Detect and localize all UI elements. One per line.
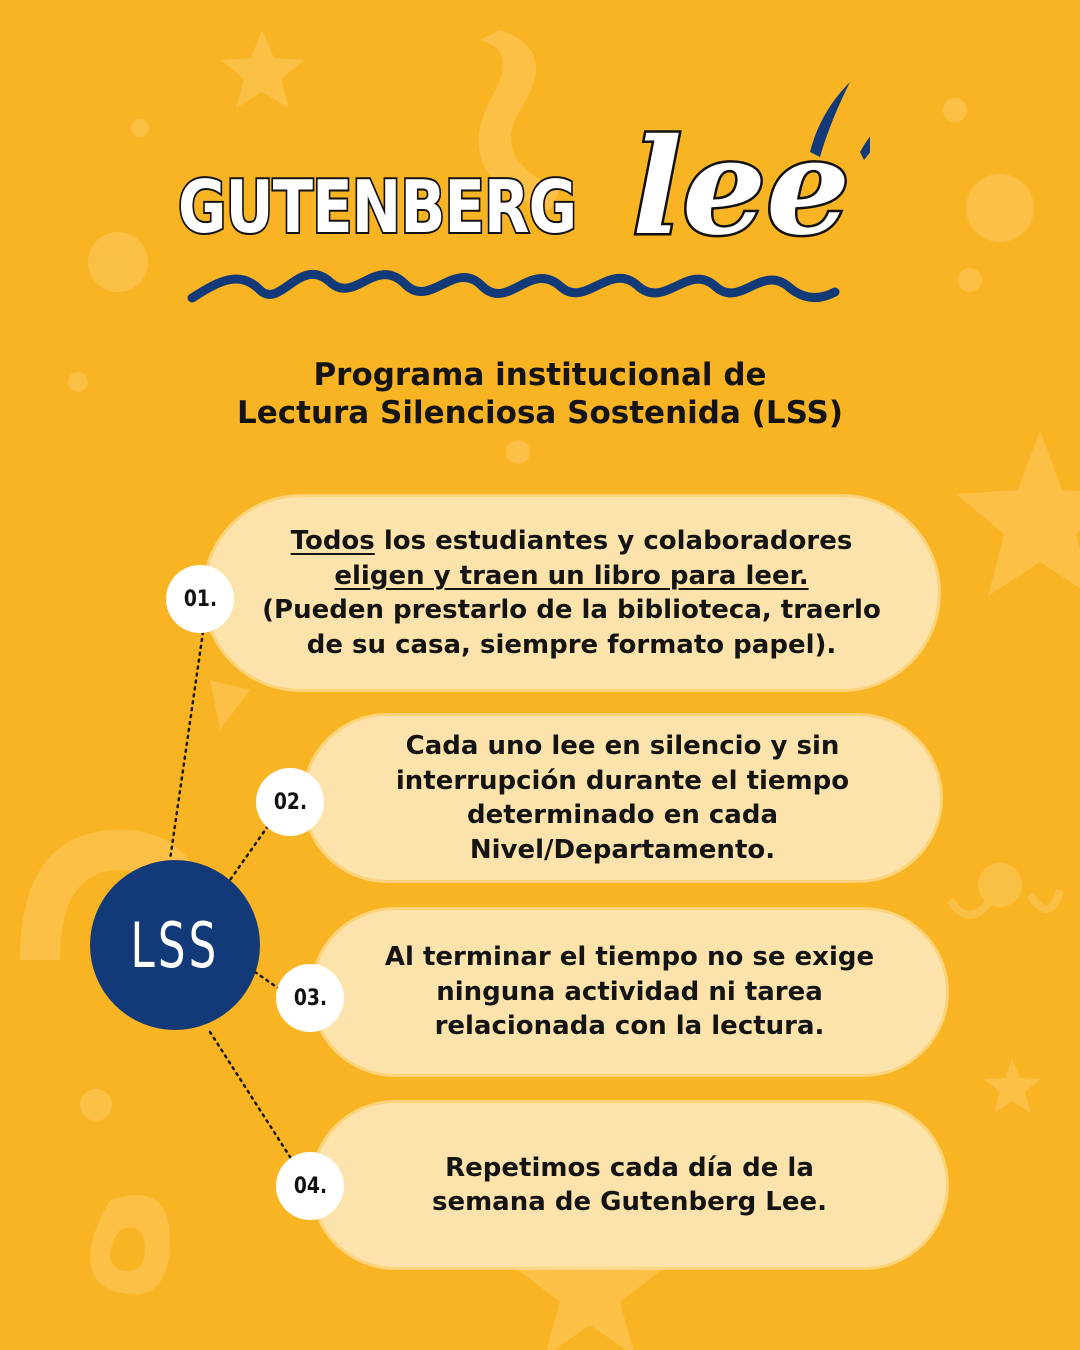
step-card-4 bbox=[313, 1103, 946, 1267]
step-3-line-3: relacionada con la lectura. bbox=[434, 1011, 825, 1042]
step-number-badge-1 bbox=[166, 565, 234, 633]
step-number-3: 03. bbox=[293, 985, 327, 1011]
step-3-text bbox=[385, 940, 874, 1044]
step-3-line-2: ninguna actividad ni tarea bbox=[436, 976, 823, 1007]
step-card-3 bbox=[313, 910, 946, 1074]
step-3-line-1: Al terminar el tiempo no se exige bbox=[384, 942, 875, 973]
step-number-badge-2 bbox=[256, 768, 324, 836]
connector-line-4 bbox=[210, 1032, 292, 1160]
connector-line-1 bbox=[170, 632, 203, 860]
step-1-text bbox=[262, 524, 881, 662]
step-card-2 bbox=[305, 716, 940, 880]
step-4-line-1: Repetimos cada día de la bbox=[445, 1152, 814, 1183]
step-2-text bbox=[396, 729, 849, 867]
step-1-highlight-todos: Todos bbox=[290, 526, 375, 556]
lss-hub-circle bbox=[90, 860, 260, 1030]
step-1-line-1 bbox=[262, 524, 881, 559]
step-card-1 bbox=[205, 497, 938, 689]
step-2-line-4: Nivel/Departamento. bbox=[469, 834, 776, 865]
connector-line-2 bbox=[230, 826, 268, 880]
step-4-line-2: semana de Gutenberg Lee. bbox=[431, 1187, 827, 1217]
step-number-badge-4 bbox=[276, 1152, 344, 1220]
step-1-line-2: eligen y traen un libro para leer. bbox=[334, 560, 809, 591]
logo-word-lee: lee bbox=[632, 110, 851, 265]
step-2-line-3: determinado en cada bbox=[466, 800, 779, 830]
step-2-line-2: interrupción durante el tiempo bbox=[395, 765, 850, 796]
lss-hub-label: LSS bbox=[130, 908, 220, 982]
step-1-line-1-rest: los estudiantes y colaboradores bbox=[374, 526, 853, 556]
subtitle-line-1: Programa institucional de bbox=[313, 357, 767, 393]
step-1-line-4: de su casa, siempre formato papel). bbox=[306, 629, 837, 660]
step-number-1: 01. bbox=[183, 586, 217, 612]
step-number-badge-3 bbox=[276, 964, 344, 1032]
step-4-text bbox=[432, 1151, 827, 1220]
subtitle-line-2: Lectura Silenciosa Sostenida (LSS) bbox=[236, 395, 844, 431]
connector-line-3 bbox=[255, 972, 278, 988]
step-2-line-1: Cada uno lee en silencio y sin bbox=[405, 731, 840, 761]
logo-word-gutenberg: GUTENBERG bbox=[178, 165, 577, 249]
step-1-line-3: (Pueden prestarlo de la biblioteca, traerlo bbox=[262, 595, 881, 625]
step-number-4: 04. bbox=[293, 1173, 327, 1199]
step-number-2: 02. bbox=[273, 789, 307, 815]
